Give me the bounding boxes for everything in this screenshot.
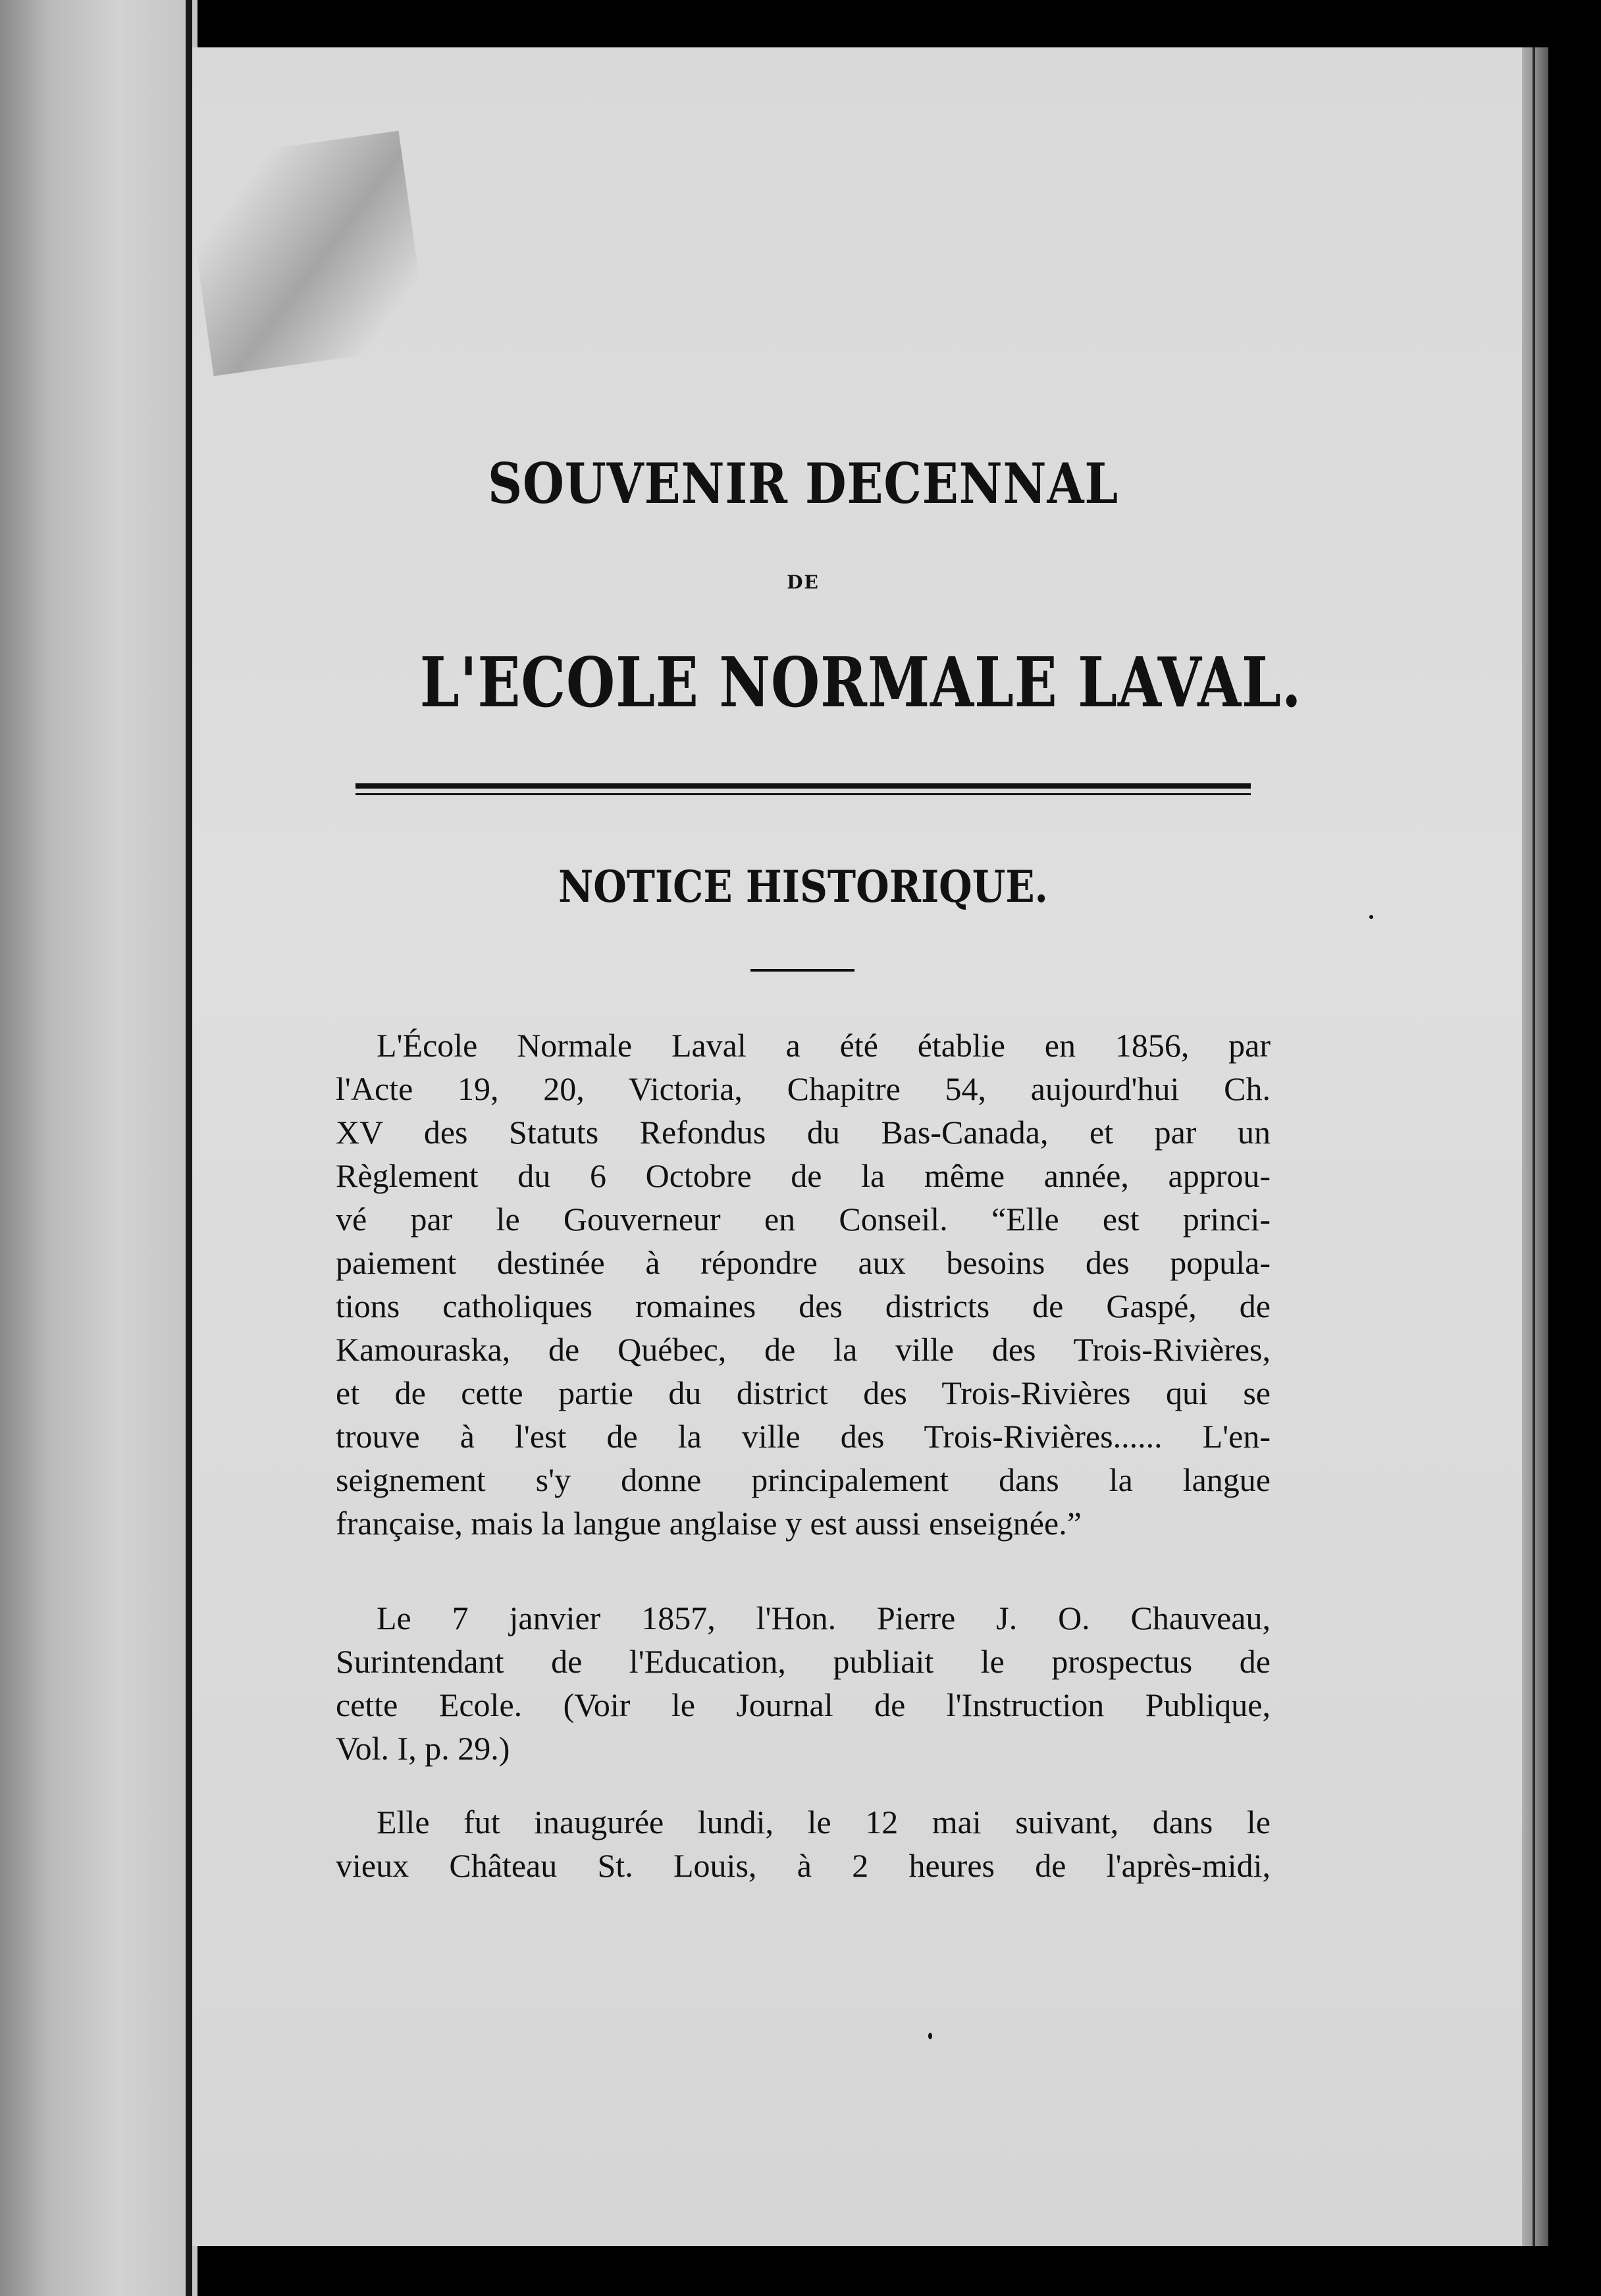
facing-page-edge xyxy=(0,0,197,2296)
text-line: trouve à l'est de la ville des Trois-Rivières...... L'en- xyxy=(336,1418,1271,1455)
text-line: cette Ecole. (Voir le Journal de l'Instruction Publique, xyxy=(336,1686,1271,1723)
page-fore-edge xyxy=(1522,47,1548,2246)
text-line: Kamouraska, de Québec, de la ville des Trois-Rivières, xyxy=(336,1331,1271,1368)
section-heading: NOTICE HISTORIQUE. xyxy=(558,861,1048,912)
text-line: française, mais la langue anglaise y est aussi enseignée.” xyxy=(336,1505,1082,1542)
text-line: Elle fut inaugurée lundi, le 12 mai suivant, dans le xyxy=(377,1804,1271,1840)
text-line: l'Acte 19, 20, Victoria, Chapitre 54, aujourd'hui Ch. xyxy=(336,1070,1271,1107)
document-title-main: L'ECOLE NORMALE LAVAL. xyxy=(419,642,1302,723)
text-line: seignement s'y donne principalement dans la langue xyxy=(336,1461,1271,1498)
page-fore-edge-line xyxy=(1533,47,1535,2246)
ink-speck xyxy=(928,2033,932,2039)
text-line: Vol. I, p. 29.) xyxy=(336,1730,510,1767)
paragraph-3 xyxy=(336,1800,1271,1887)
text-line: Règlement du 6 Octobre de la même année, approu- xyxy=(336,1157,1271,1194)
ink-speck xyxy=(1369,915,1373,919)
text-line: paiement destinée à répondre aux besoins des popula- xyxy=(336,1244,1271,1281)
page-stain xyxy=(184,131,429,377)
title-rule-thin xyxy=(355,793,1251,795)
text-line: vieux Château St. Louis, à 2 heures de l'après-midi, xyxy=(336,1847,1271,1884)
gutter-shadow xyxy=(186,0,192,2296)
heading-rule xyxy=(750,969,854,972)
document-title-top: SOUVENIR DECENNAL xyxy=(487,451,1119,516)
text-line: L'École Normale Laval a été établie en 1856, par xyxy=(377,1027,1271,1064)
text-line: Le 7 janvier 1857, l'Hon. Pierre J. O. Chauveau, xyxy=(377,1600,1271,1636)
text-line: Surintendant de l'Education, publiait le prospectus de xyxy=(336,1643,1271,1680)
paragraph-2 xyxy=(336,1596,1271,1770)
text-line: XV des Statuts Refondus du Bas-Canada, et par un xyxy=(336,1114,1271,1151)
document-title-connector: DE xyxy=(787,571,820,593)
text-line: et de cette partie du district des Trois-Rivières qui se xyxy=(336,1374,1271,1411)
text-line: tions catholiques romaines des districts de Gaspé, de xyxy=(336,1288,1271,1324)
text-line: vé par le Gouverneur en Conseil. “Elle est princi- xyxy=(336,1201,1271,1238)
title-rule-thick xyxy=(355,783,1251,789)
paragraph-1 xyxy=(336,1024,1271,1545)
